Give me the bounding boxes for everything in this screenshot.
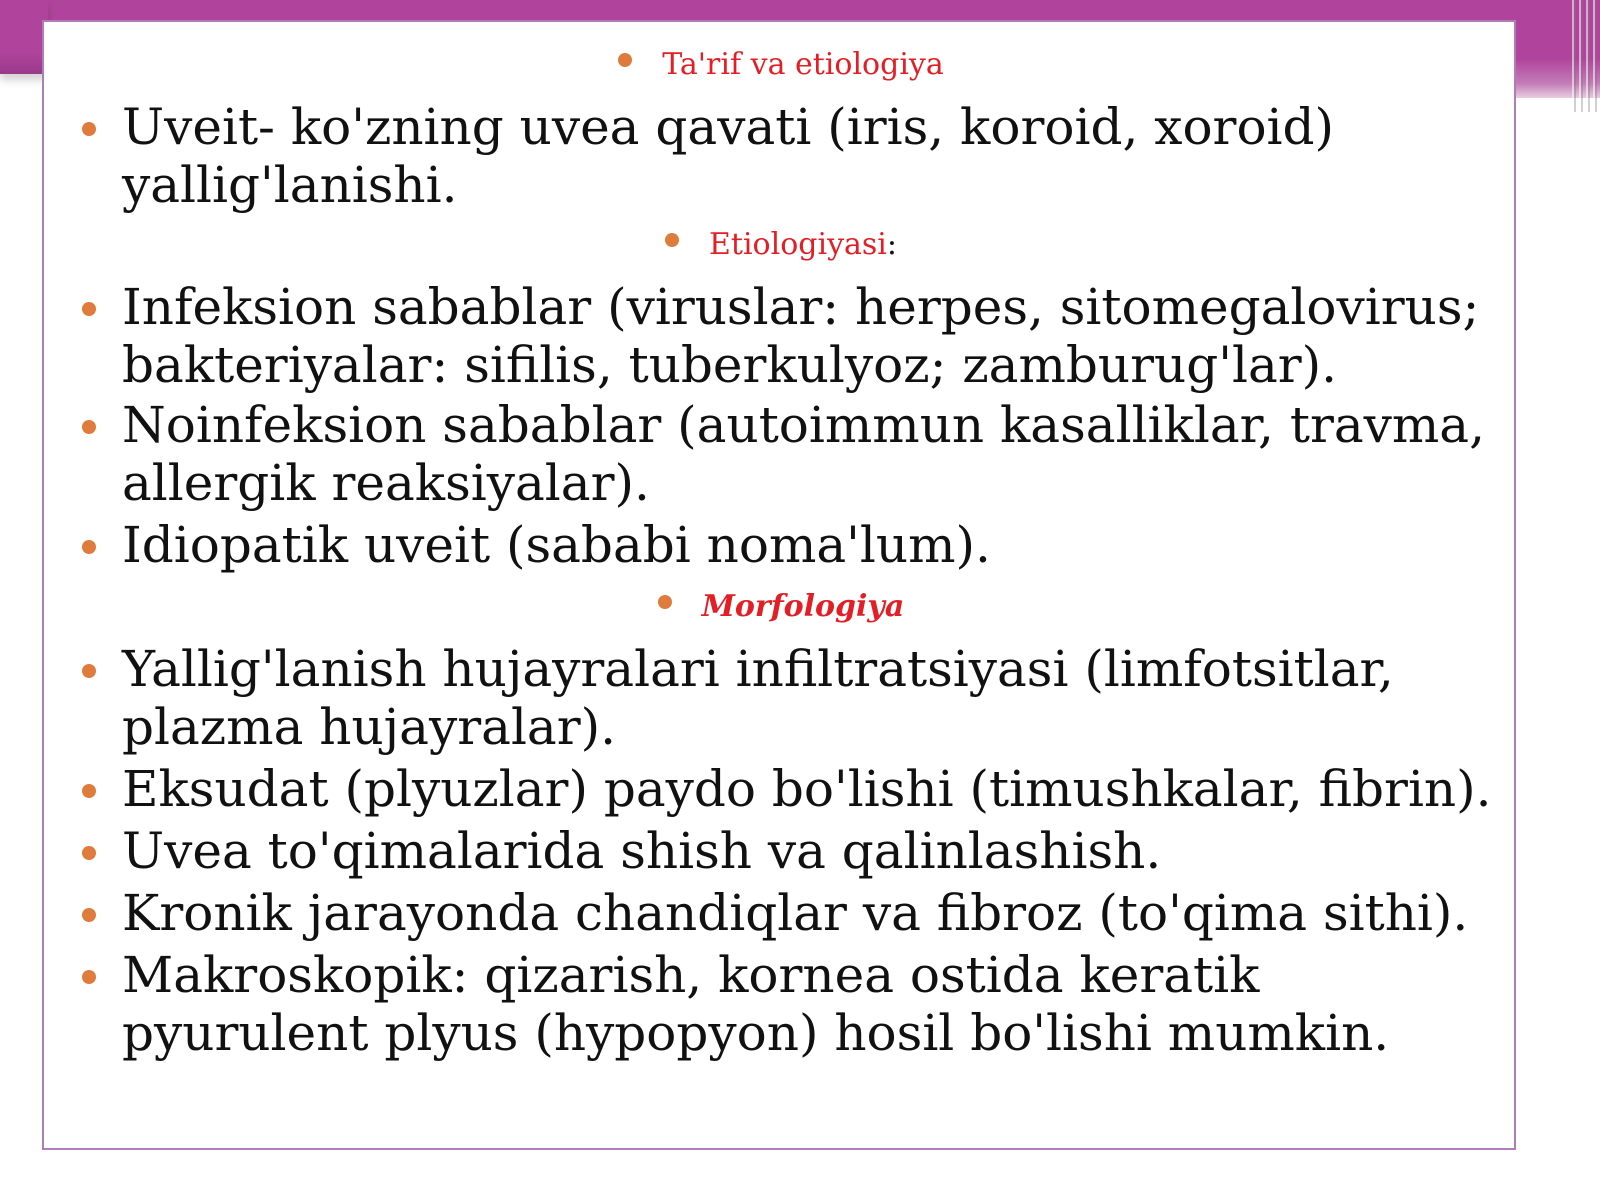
bullet-icon <box>82 302 96 316</box>
etiology-item-3-line-1: Idiopatik uveit (sababi noma'lum). <box>122 516 991 574</box>
etiology-item-1-line-2: bakteriyalar: sifilis, tuberkulyoz; zamburug'lar). <box>122 336 1338 394</box>
morphology-item-5-line-1: Makroskopik: qizarish, kornea ostida keratik <box>122 946 1260 1004</box>
bullet-icon <box>82 420 96 434</box>
morphology-item-1-line-1: Yallig'lanish hujayralari infiltratsiyasi (limfotsitlar, <box>122 640 1394 698</box>
bullet-icon <box>618 53 632 67</box>
morphology-item-2-line-1: Eksudat (plyuzlar) paydo bo'lishi (timushkalar, fibrin). <box>122 760 1492 818</box>
bullet-icon <box>665 233 679 247</box>
etiology-item-2-line-2: allergik reaksiyalar). <box>122 454 650 512</box>
heading-etiology-text: Etiologiyasi <box>709 227 887 262</box>
heading-etiology-colon: : <box>886 227 897 262</box>
bullet-icon <box>658 595 672 609</box>
left-decor-tab <box>0 0 48 74</box>
bullet-icon <box>82 540 96 554</box>
morphology-item-4-line-1: Kronik jarayonda chandiqlar va fibroz (to'qima sithi). <box>122 884 1469 942</box>
morphology-item-5-line-2: pyurulent plyus (hypopyon) hosil bo'lishi mumkin. <box>122 1004 1390 1062</box>
heading-morphology <box>44 582 1518 632</box>
definition-line-1: Uveit- ko'zning uvea qavati (iris, koroid, xoroid) <box>122 98 1335 156</box>
etiology-item-2-line-1: Noinfeksion sabablar (autoimmun kasalliklar, travma, <box>122 396 1486 454</box>
bullet-icon <box>82 846 96 860</box>
right-decor-stripes <box>1572 0 1600 112</box>
bullet-icon <box>82 664 96 678</box>
morphology-item-3-line-1: Uvea to'qimalarida shish va qalinlashish. <box>122 822 1162 880</box>
etiology-item-1-line-1: Infeksion sabablar (viruslar: herpes, sitomegalovirus; <box>122 278 1480 336</box>
heading-etiology <box>44 220 1518 270</box>
definition-line-2: yallig'lanishi. <box>122 156 458 214</box>
bullet-icon <box>82 784 96 798</box>
heading-definition <box>44 40 1518 90</box>
heading-morphology-text: Morfologiya <box>701 589 905 624</box>
morphology-item-1-line-2: plazma hujayralar). <box>122 698 617 756</box>
heading-definition-text: Ta'rif va etiologiya <box>662 47 944 82</box>
bullet-icon <box>82 908 96 922</box>
bullet-icon <box>82 970 96 984</box>
bullet-icon <box>82 122 96 136</box>
slide-content-area <box>42 20 1516 1150</box>
